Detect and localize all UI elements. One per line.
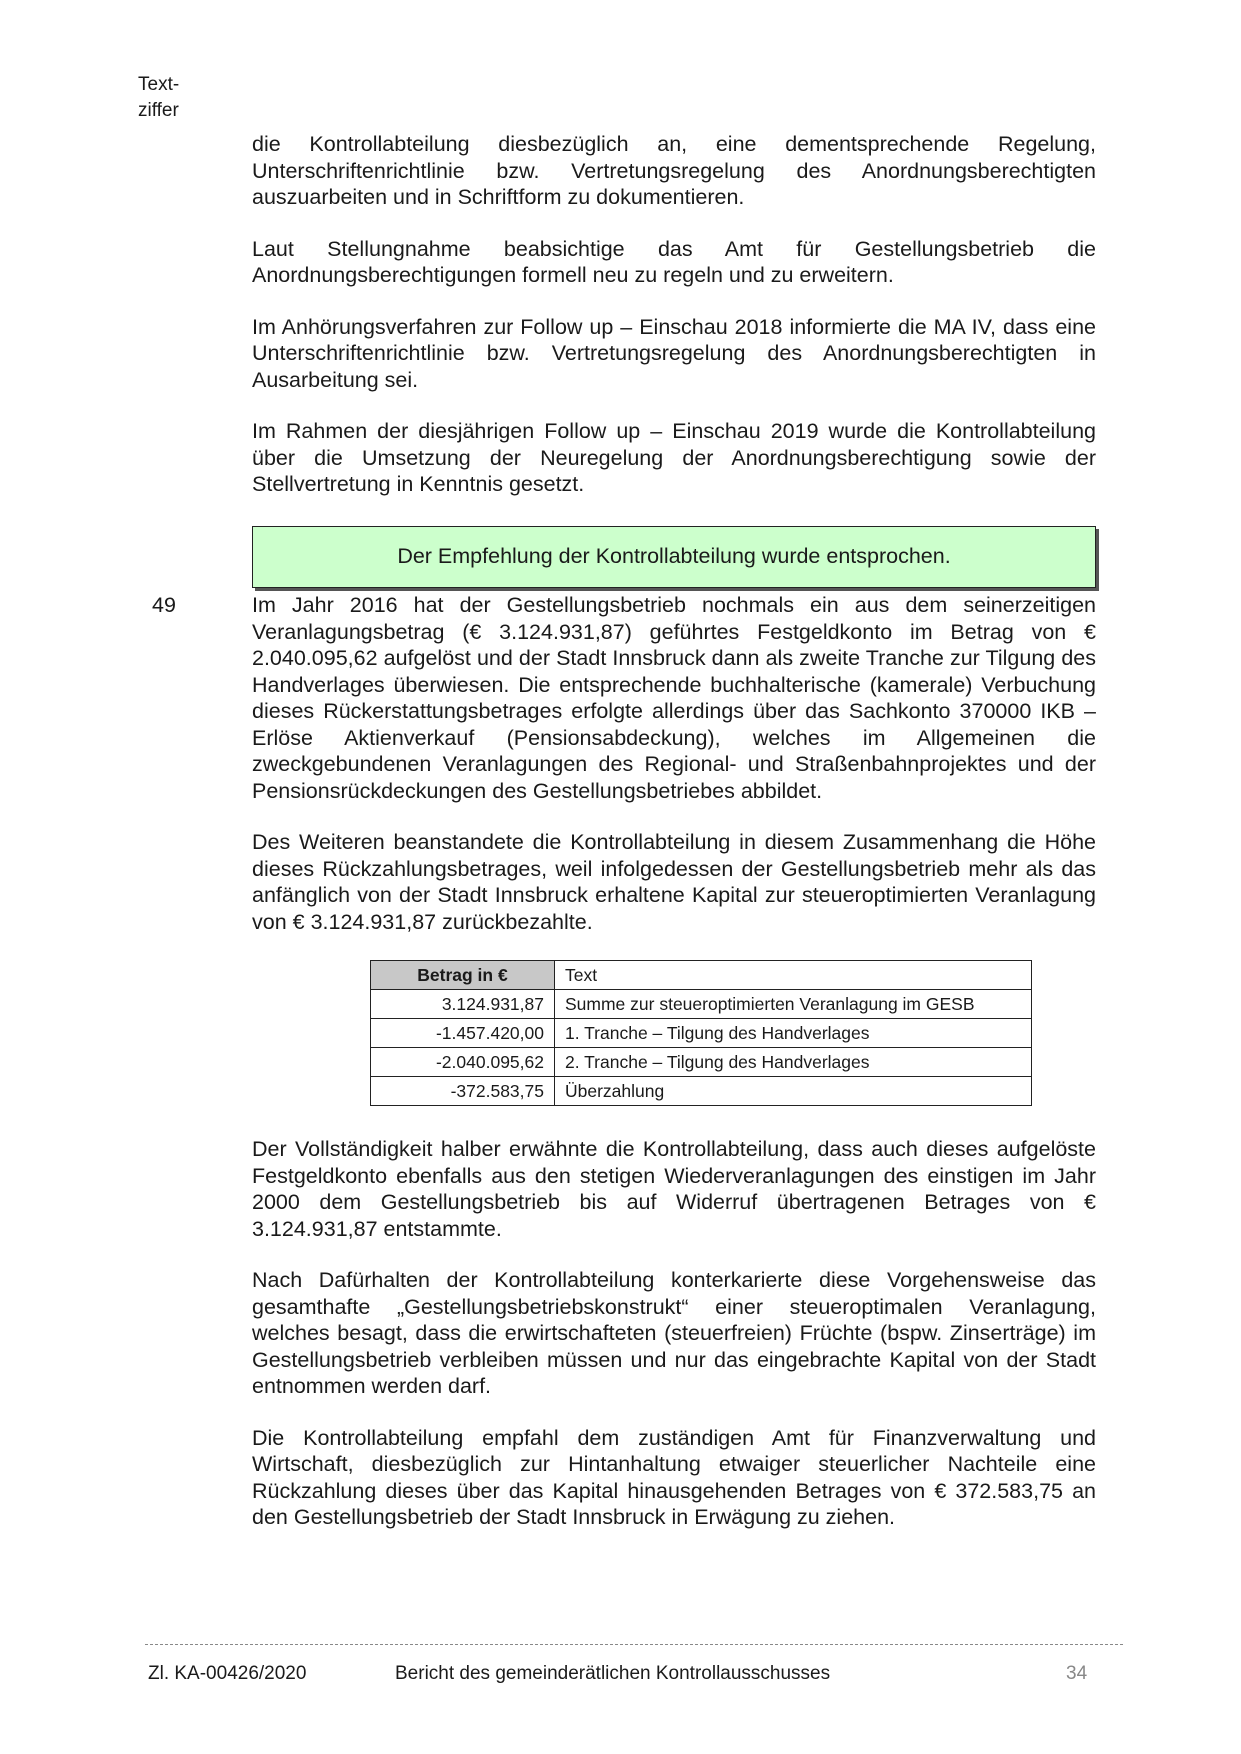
paragraph: Nach Dafürhalten der Kontrollabteilung konterkarierte diese Vorgehensweise das gesamthafte „Gestellungsbetriebskonstrukt“ einer steueroptimalen Veranlagung, welches besagt, dass die erwirtschafteten (steuerfreien) Früchte (bspw. Zinserträge) im Gestellungsbetrieb verbleiben müssen und nur das eingebrachte Kapital von der Stadt entnommen werden darf. — [252, 1268, 1096, 1398]
paragraph: die Kontrollabteilung diesbezüglich an, eine dementsprechende Regelung, Unterschriftenrichtlinie bzw. Vertretungsregelung des Anordnungsberechtigten auszuarbeiten und in Schriftform zu dokumentieren. — [252, 132, 1096, 209]
table-header-text: Text — [555, 961, 1032, 990]
paragraph: Im Anhörungsverfahren zur Follow up – Einschau 2018 informierte die MA IV, dass eine Unterschriftenrichtlinie bzw. Vertretungsregelung des Anordnungsberechtigten in Ausarbeitung sei. — [252, 314, 1096, 392]
text-cell: Überzahlung — [555, 1077, 1032, 1106]
footer-reference: Zl. KA-00426/2020 — [148, 1663, 307, 1684]
amounts-table — [370, 960, 1032, 1106]
text-cell: Summe zur steueroptimierten Veranlagung im GESB — [555, 990, 1032, 1019]
footer-title: Bericht des gemeinderätlichen Kontrollausschusses — [395, 1663, 831, 1684]
table-row — [371, 990, 1032, 1019]
paragraph: Laut Stellungnahme beabsichtige das Amt für Gestellungsbetrieb die Anordnungsberechtigungen formell neu zu regeln und zu erweitern. — [252, 236, 1096, 287]
table-row — [371, 1048, 1032, 1077]
paragraph: Im Jahr 2016 hat der Gestellungsbetrieb nochmals ein aus dem seinerzeitigen Veranlagungsbetrag (€ 3.124.931,87) geführtes Festgeldkonto im Betrag von € 2.040.095,62 aufgelöst und der Stadt Innsbruck dann als zweite Tranche zur Tilgung des Handverlages überwiesen. Die entsprechende buchhalterische (kamerale) Verbuchung dieses Rückerstattungsbetrages erfolgte allerdings über das Sachkonto 370000 IKB – Erlöse Aktienverkauf (Pensionsabdeckung), welches im Allgemeinen die zweckgebundenen Veranlagungen des Regional- und Straßenbahnprojektes und der Pensionsrückdeckungen des Gestellungsbetriebes abbildet. — [252, 593, 1096, 803]
text-cell: 1. Tranche – Tilgung des Handverlages — [555, 1019, 1032, 1048]
paragraph: Die Kontrollabteilung empfahl dem zuständigen Amt für Finanzverwaltung und Wirtschaft, diesbezüglich zur Hintanhaltung etwaiger steuerlicher Nachteile eine Rückzahlung dieses über das Kapital hinausgehenden Betrages von € 372.583,75 an den Gestellungsbetrieb der Stadt Innsbruck in Erwägung zu ziehen. — [252, 1425, 1096, 1529]
margin-label-textziffer: Text- ziffer — [138, 74, 180, 121]
footer-page-number: 34 — [1066, 1663, 1088, 1684]
section-a — [252, 131, 1096, 588]
amount-cell: -372.583,75 — [371, 1077, 555, 1106]
paragraph: Des Weiteren beanstandete die Kontrollabteilung in diesem Zusammenhang die Höhe dieses Rückzahlungsbetrages, weil infolgedessen der Gestellungsbetrieb mehr als das anfänglich von der Stadt Innsbruck erhaltene Kapital zur steueroptimierten Veranlagung von € 3.124.931,87 zurückbezahlte. — [252, 830, 1096, 934]
amount-cell: -2.040.095,62 — [371, 1048, 555, 1077]
table-header-row — [371, 961, 1032, 990]
footer-divider — [145, 1644, 1123, 1645]
recommendation-box — [252, 526, 1096, 588]
recommendation-text: Der Empfehlung der Kontrollabteilung wurde entsprochen. — [397, 544, 951, 569]
table-header-amount: Betrag in € — [371, 961, 555, 990]
section-49 — [252, 592, 1096, 1556]
textziffer-number: 49 — [152, 593, 176, 617]
text-cell: 2. Tranche – Tilgung des Handverlages — [555, 1048, 1032, 1077]
amount-cell: 3.124.931,87 — [371, 990, 555, 1019]
paragraph: Im Rahmen der diesjährigen Follow up – Einschau 2019 wurde die Kontrollabteilung über die Umsetzung der Neuregelung der Anordnungsberechtigung sowie der Stellvertretung in Kenntnis gesetzt. — [252, 419, 1096, 496]
paragraph: Der Vollständigkeit halber erwähnte die Kontrollabteilung, dass auch dieses aufgelöste Festgeldkonto ebenfalls aus den stetigen Wiederveranlagungen des einstigen im Jahr 2000 dem Gestellungsbetrieb bis auf Widerruf übertragenen Betrages von € 3.124.931,87 entstammte. — [252, 1137, 1096, 1241]
amount-cell: -1.457.420,00 — [371, 1019, 555, 1048]
table-row — [371, 1019, 1032, 1048]
table-row — [371, 1077, 1032, 1106]
